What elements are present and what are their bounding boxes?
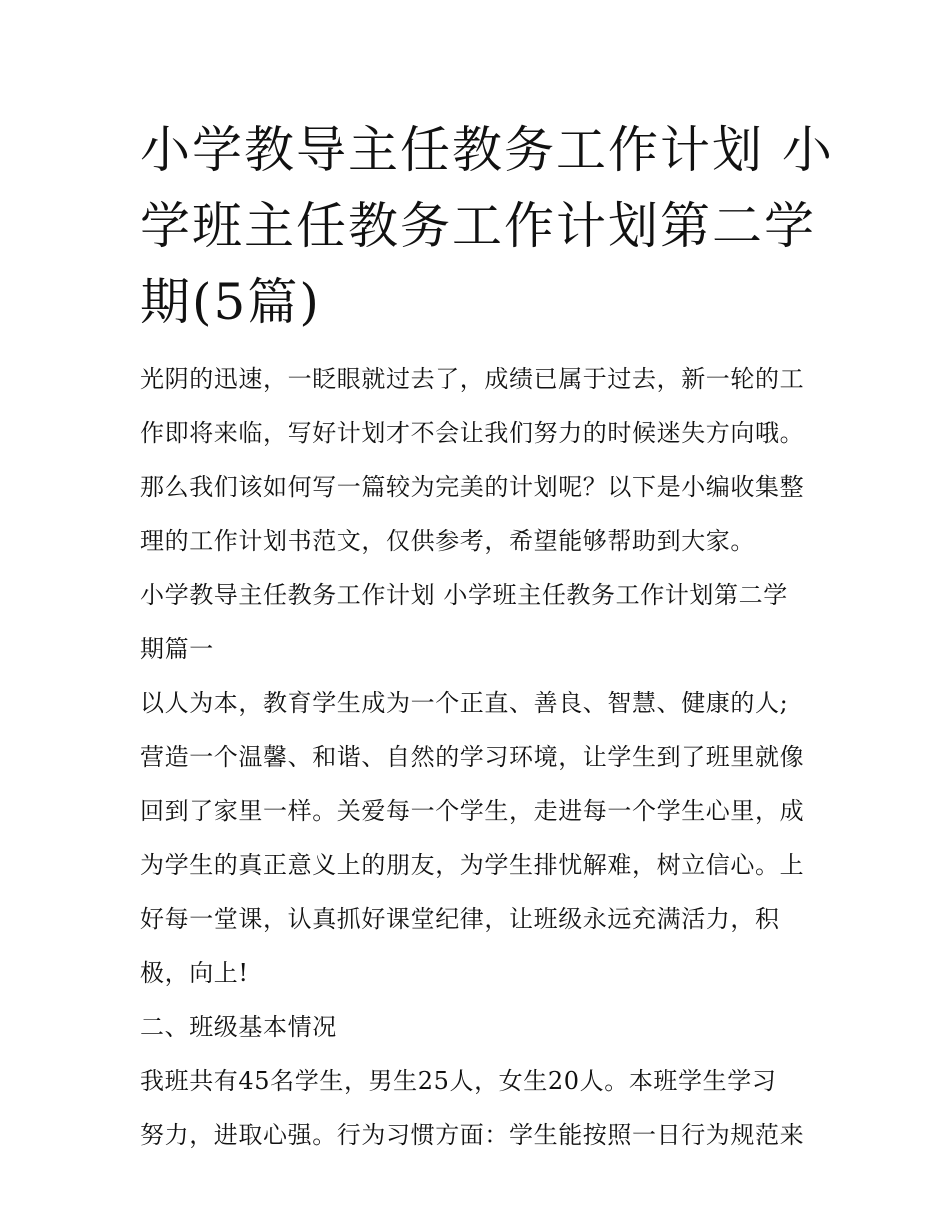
body-line: 理的工作计划书范文，仅供参考，希望能够帮助到大家。 <box>140 527 755 555</box>
body-line: 我班共有45名学生，男生25人，女生20人。本班学生学习 <box>140 1067 777 1095</box>
body-line: 好每一堂课，认真抓好课堂纪律，让班级永远充满活力，积 <box>140 905 780 933</box>
body-line: 为学生的真正意义上的朋友，为学生排忧解难，树立信心。上 <box>140 851 805 879</box>
title-line: 小学教导主任教务工作计划 小 <box>140 121 834 179</box>
body-line: 极，向上! <box>140 959 249 987</box>
body-line: 作即将来临，写好计划才不会让我们努力的时候迷失方向哦。 <box>140 419 805 447</box>
document-body <box>140 352 820 1162</box>
title-line: 期(5篇) <box>140 273 321 331</box>
section-heading-line: 小学教导主任教务工作计划 小学班主任教务工作计划第二学 <box>140 581 788 609</box>
body-line: 营造一个温馨、和谐、自然的学习环境，让学生到了班里就像 <box>140 743 805 771</box>
section-heading-line: 期篇一 <box>140 635 214 663</box>
body-line: 努力，进取心强。行为习惯方面：学生能按照一日行为规范来 <box>140 1121 805 1149</box>
body-line: 光阴的迅速，一眨眼就过去了，成绩已属于过去，新一轮的工 <box>140 365 805 393</box>
body-line: 回到了家里一样。关爱每一个学生，走进每一个学生心里，成 <box>140 797 805 825</box>
document-title <box>140 112 834 340</box>
body-line: 以人为本，教育学生成为一个正直、善良、智慧、健康的人; <box>140 689 789 717</box>
section-heading-line: 二、班级基本情况 <box>140 1013 337 1041</box>
body-line: 那么我们该如何写一篇较为完美的计划呢？以下是小编收集整 <box>140 473 805 501</box>
title-line: 学班主任教务工作计划第二学 <box>140 197 816 255</box>
